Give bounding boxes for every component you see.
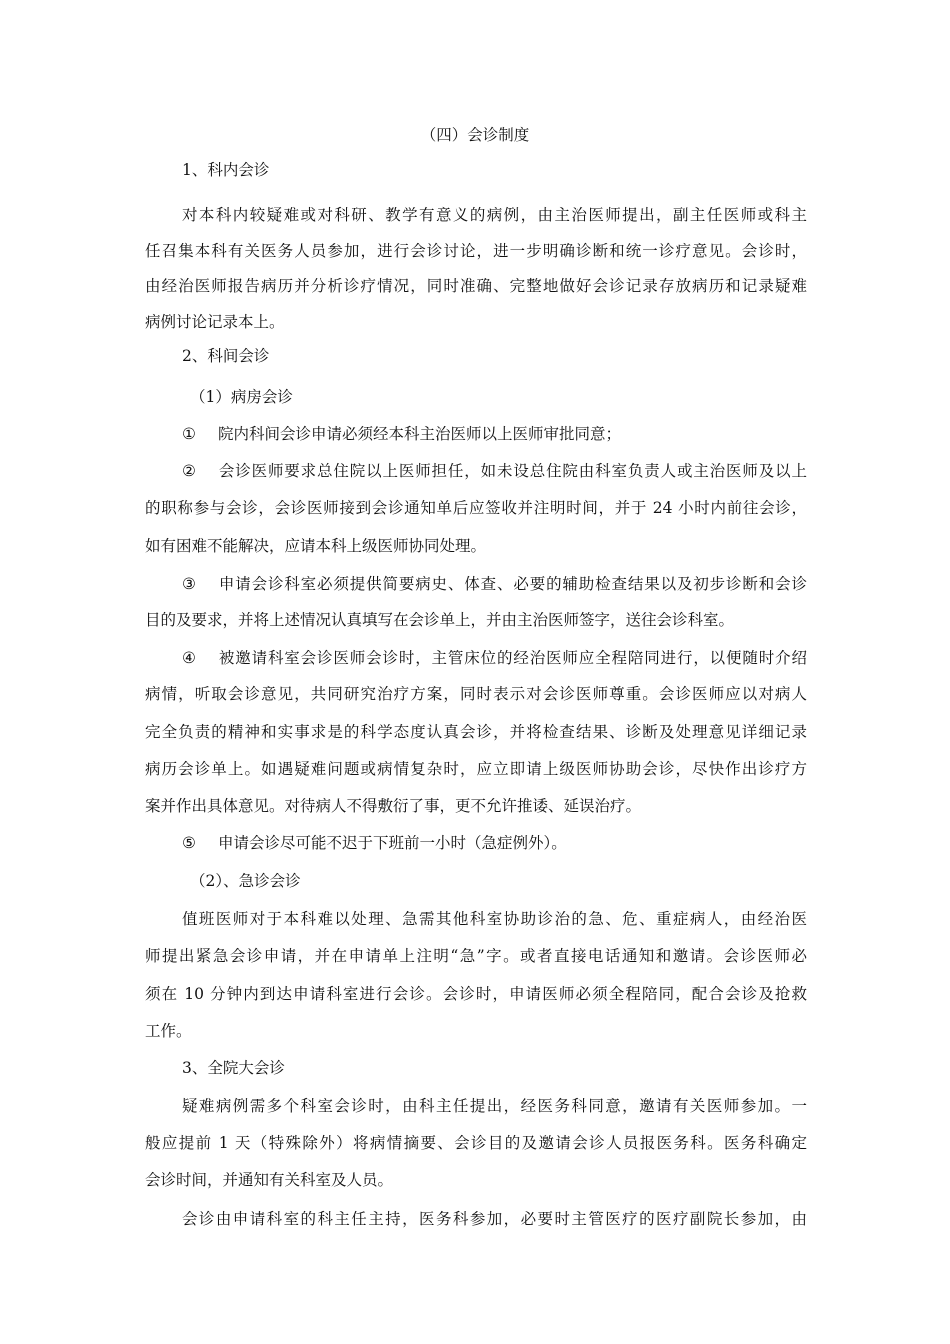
paragraph-line: 般应提前 1 天（特殊除外）将病情摘要、会诊目的及邀请会诊人员报医务科。医务科确定 xyxy=(145,1134,807,1152)
paragraph-line: 由经治医师报告病历并分析诊疗情况，同时准确、完整地做好会诊记录存放病历和记录疑难 xyxy=(145,277,807,295)
list-item-text: 会诊医师要求总住院以上医师担任，如未设总住院由科室负责人或主治医师及以上 xyxy=(218,462,807,480)
list-item-text: 申请会诊尽可能不迟于下班前一小时（急症例外）。 xyxy=(218,834,567,852)
paragraph-line: 任召集本科有关医务人员参加，进行会诊讨论，进一步明确诊断和统一诊疗意见。会诊时， xyxy=(145,242,807,260)
paragraph-line: 师提出紧急会诊申请，并在申请单上注明“急”字。或者直接电话通知和邀请。会诊医师必 xyxy=(145,947,807,965)
paragraph-line: 病情，听取会诊意见，共同研究治疗方案，同时表示对会诊医师尊重。会诊医师应以对病人 xyxy=(145,685,807,703)
section-3-heading: 3、全院大会诊 xyxy=(182,1059,285,1077)
paragraph-line: 如有困难不能解决，应请本科上级医师协同处理。 xyxy=(145,537,487,555)
list-number: ② xyxy=(182,462,196,480)
list-item-1 xyxy=(182,423,621,445)
list-number: ③ xyxy=(182,575,196,593)
list-item-2 xyxy=(182,460,807,482)
subsection-ward-heading: （1）病房会诊 xyxy=(190,388,293,406)
paragraph-line: 目的及要求，并将上述情况认真填写在会诊单上，并由主治医师签字，送往会诊科室。 xyxy=(145,611,735,629)
list-number: ① xyxy=(182,425,196,443)
paragraph-line: 对本科内较疑难或对科研、教学有意义的病例，由主治医师提出，副主任医师或科主 xyxy=(182,206,807,224)
list-item-3 xyxy=(182,573,807,595)
list-item-5 xyxy=(182,832,567,854)
document-title: （四）会诊制度 xyxy=(420,126,530,144)
paragraph-line: 疑难病例需多个科室会诊时，由科主任提出，经医务科同意，邀请有关医师参加。一 xyxy=(182,1097,807,1115)
paragraph-line: 工作。 xyxy=(145,1022,192,1040)
section-2-heading: 2、科间会诊 xyxy=(182,347,270,365)
paragraph-line: 病历会诊单上。如遇疑难问题或病情复杂时，应立即请上级医师协助会诊，尽快作出诊疗方 xyxy=(145,760,807,778)
list-number: ⑤ xyxy=(182,834,196,852)
section-1-heading: 1、科内会诊 xyxy=(182,161,270,179)
paragraph-line: 案并作出具体意见。对待病人不得敷衍了事，更不允许推诿、延误治疗。 xyxy=(145,797,642,815)
list-number: ④ xyxy=(182,649,196,667)
paragraph-line: 会诊由申请科室的科主任主持，医务科参加，必要时主管医疗的医疗副院长参加，由 xyxy=(182,1210,807,1228)
paragraph-line: 会诊时间，并通知有关科室及人员。 xyxy=(145,1171,394,1189)
paragraph-line: 的职称参与会诊，会诊医师接到会诊通知单后应签收并注明时间，并于 24 小时内前往会诊， xyxy=(145,499,807,517)
paragraph-line: 病例讨论记录本上。 xyxy=(145,313,285,331)
paragraph-line: 值班医师对于本科难以处理、急需其他科室协助诊治的急、危、重症病人，由经治医 xyxy=(182,910,807,928)
paragraph-line: 须在 10 分钟内到达申请科室进行会诊。会诊时，申请医师必须全程陪同，配合会诊及抢救 xyxy=(145,985,807,1003)
list-item-4 xyxy=(182,647,807,669)
list-item-text: 被邀请科室会诊医师会诊时，主管床位的经治医师应全程陪同进行，以便随时介绍 xyxy=(218,649,807,667)
list-item-text: 申请会诊科室必须提供简要病史、体查、必要的辅助检查结果以及初步诊断和会诊 xyxy=(218,575,807,593)
paragraph-line: 完全负责的精神和实事求是的科学态度认真会诊，并将检查结果、诊断及处理意见详细记录 xyxy=(145,723,807,741)
list-item-text: 院内科间会诊申请必须经本科主治医师以上医师审批同意； xyxy=(218,425,622,443)
subsection-emergency-heading: （2）、急诊会诊 xyxy=(190,872,301,890)
